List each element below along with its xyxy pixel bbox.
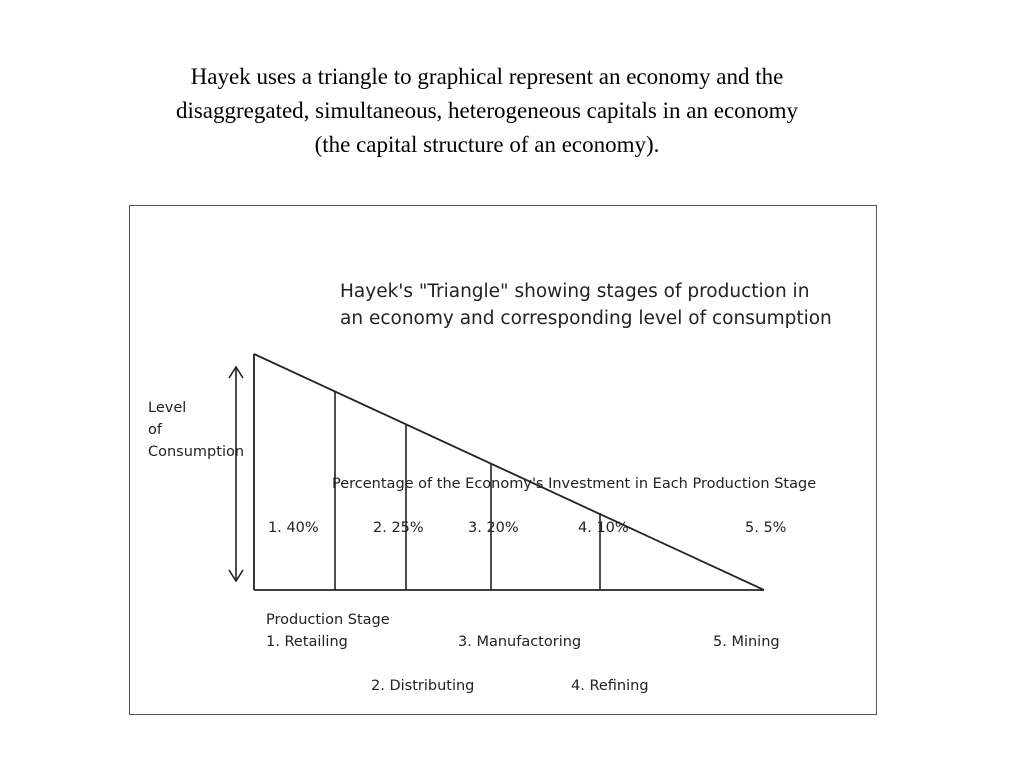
slide-title [62,60,912,162]
percentage-stage-4: 4. 10% [578,520,629,536]
y-axis-label-line-2: of [148,422,162,438]
stage-label-distributing: 2. Distributing [371,678,475,694]
slide-title-line-2: disaggregated, simultaneous, heterogeneous capitals in an economy [175,98,799,123]
figure-title-line-1: Hayek's "Triangle" showing stages of production in [340,281,810,302]
slide-title-line-3: (the capital structure of an economy). [314,132,660,157]
figure-title-line-2: an economy and corresponding level of consumption [340,308,832,329]
percentage-stage-2: 2. 25% [373,520,424,536]
stage-label-retailing: 1. Retailing [266,634,348,650]
stage-label-mining: 5. Mining [713,634,780,650]
y-axis-label-line-1: Level [148,400,187,416]
percentage-stage-1: 1. 40% [268,520,319,536]
slide-title-line-1: Hayek uses a triangle to graphical represent an economy and the [190,64,784,89]
y-axis-label-line-3: Consumption [148,444,245,460]
percentage-stage-3: 3. 20% [468,520,519,536]
hayek-triangle-diagram [130,206,876,714]
stage-label-manufactoring: 3. Manufactoring [458,634,582,650]
triangle-hypotenuse [254,354,764,590]
stage-label-refining: 4. Refining [571,678,649,694]
production-stage-heading: Production Stage [266,612,390,628]
investment-label: Percentage of the Economy's Investment in Each Production Stage [332,476,817,492]
percentage-stage-5: 5. 5% [745,520,787,536]
figure-frame [129,205,877,715]
